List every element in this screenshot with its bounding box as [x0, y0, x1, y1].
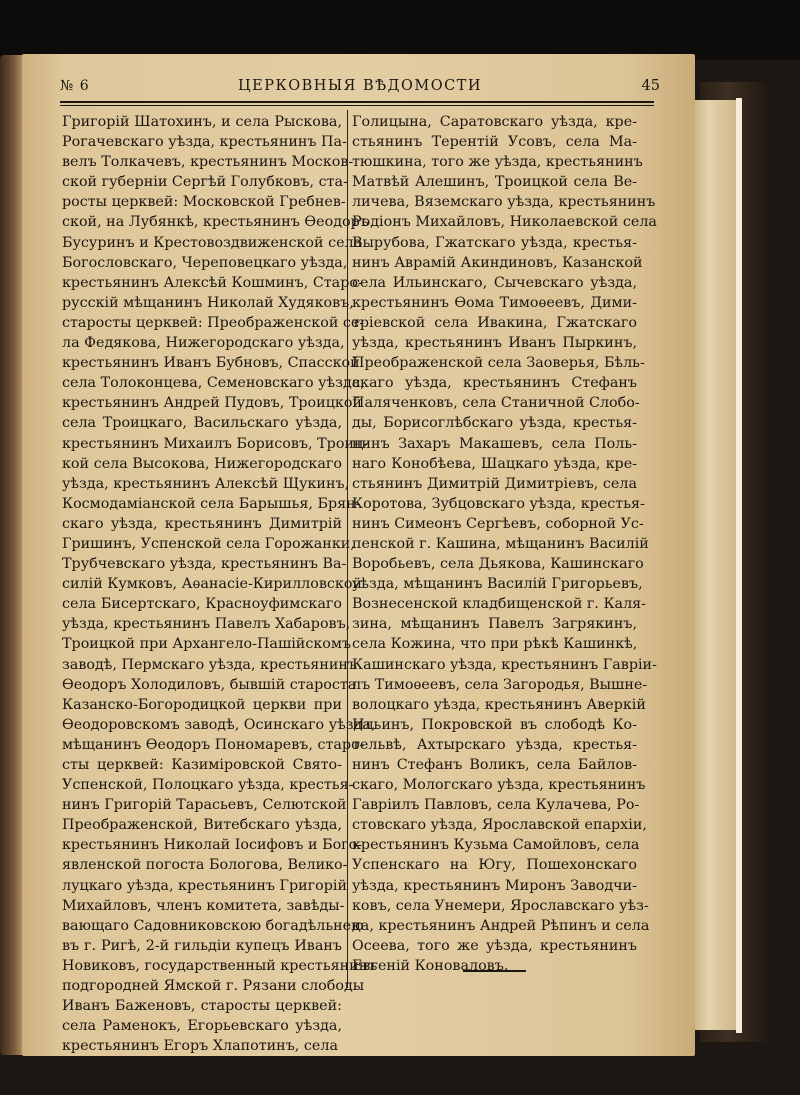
text-line: Успенской, Полоцкаго уѣзда, крестья-: [62, 777, 354, 794]
text-line: села Бисертскаго, Красноуфимскаго: [62, 596, 342, 613]
text-line: ковъ, села Унемери, Ярославскаго уѣз-: [352, 897, 649, 914]
text-line: стовскаго уѣзда, Ярославской епархіи,: [352, 817, 647, 834]
text-line: Родіонъ Михайловъ, Николаевской села: [352, 214, 657, 231]
text-line: Успенскаго на Югу, Пошехонскаго: [352, 857, 637, 874]
left-text-column: [62, 112, 378, 1056]
text-line: села Троицкаго, Васильскаго уѣзда,: [62, 415, 342, 432]
text-line: Новиковъ, государственный крестьянинъ: [62, 957, 378, 974]
text-line: нинъ Захаръ Макашевъ, села Поль-: [352, 435, 637, 452]
text-line: крестьянинъ Егоръ Хлапотинъ, села: [62, 1038, 338, 1055]
text-line: Вырубова, Гжатскаго уѣзда, крестья-: [352, 234, 637, 251]
text-line: крестьянинъ Ѳома Тимоѳеевъ, Дими-: [352, 294, 637, 311]
text-line: Паляченковъ, села Станичной Слобо-: [352, 395, 640, 412]
text-line: явленской погоста Бологова, Велико-: [62, 857, 348, 874]
text-line: Рогачевскаго уѣзда, крестьянинъ Па-: [62, 134, 347, 151]
text-line: заводѣ, Пермскаго уѣзда, крестьянинъ: [62, 656, 357, 673]
text-line: лъ Тимоѳеевъ, села Загородья, Вышне-: [352, 676, 648, 693]
text-line: Голицына, Саратовскаго уѣзда, кре-: [352, 114, 637, 130]
text-line: уѣзда, мѣщанинъ Василій Григорьевъ,: [352, 576, 643, 593]
text-line: личева, Вяземскаго уѣзда, крестьянинъ: [352, 194, 656, 211]
header-rule: [60, 101, 654, 103]
text-line: мѣщанинъ Ѳеодоръ Пономаревъ, старо-: [62, 736, 365, 753]
text-line: въ г. Ригѣ, 2-й гильдіи купецъ Иванъ: [62, 937, 342, 954]
text-line: нинъ Симеонъ Сергѣевъ, соборной Ус-: [352, 515, 644, 532]
text-line: крестьянинъ Михаилъ Борисовъ, Троиц-: [62, 435, 368, 452]
text-line: уѣзда, крестьянинъ Павелъ Хабаровъ,: [62, 616, 351, 633]
text-line: села Толоконцева, Семеновскаго уѣзда,: [62, 375, 365, 392]
text-line: крестьянинъ Алексѣй Кошминъ, Старо-: [62, 274, 363, 291]
text-line: села Кожина, что при рѣкѣ Кашинкѣ,: [352, 636, 638, 653]
text-line: да, крестьянинъ Андрей Рѣпинъ и села: [352, 917, 650, 934]
text-line: ла Федякова, Нижегородскаго уѣзда,: [62, 335, 345, 352]
text-line: крестьянинъ Андрей Пудовъ, Троицкой: [62, 395, 362, 412]
text-line: Григорій Шатохинъ, и села Рыскова,: [62, 114, 342, 130]
text-line: кой села Высокова, Нижегородскаго: [62, 455, 342, 472]
text-line: Ильинъ, Покровской въ слободѣ Ко-: [352, 716, 637, 733]
text-line: волоцкаго уѣзда, крестьянинъ Аверкій: [352, 696, 646, 713]
journal-title: ЦЕРКОВНЫЯ ВѢДОМОСТИ: [237, 78, 482, 94]
text-line: ды, Борисоглѣбскаго уѣзда, крестья-: [352, 415, 637, 432]
text-line: старосты церквей: Преображенской се-: [62, 314, 365, 331]
text-line: Вознесенской кладбищенской г. Каля-: [352, 596, 647, 613]
text-line: скаго уѣзда, крестьянинъ Димитрій: [62, 515, 342, 532]
text-line: тельвѣ, Ахтырскаго уѣзда, крестья-: [352, 736, 637, 753]
text-line: тріевской села Ивакина, Гжатскаго: [352, 314, 637, 331]
text-line: пенской г. Кашина, мѣщанинъ Василій: [352, 535, 649, 552]
text-line: Гавріилъ Павловъ, села Кулачева, Ро-: [352, 797, 640, 814]
text-line: уѣзда, крестьянинъ Миронъ Заводчи-: [352, 877, 637, 894]
issue-number: № 6: [60, 78, 90, 94]
dark-background: [0, 0, 800, 60]
text-line: вающаго Садовниковскою богадѣльнею: [62, 917, 364, 934]
text-line: Ѳеодоровскомъ заводѣ, Осинскаго уѣзда,: [62, 716, 376, 733]
text-line: сты церквей: Казиміровской Свято-: [62, 757, 342, 773]
text-line: луцкаго уѣзда, крестьянинъ Григорій: [62, 877, 348, 894]
text-line: нинъ Стефанъ Воликъ, села Байлов-: [352, 757, 637, 773]
right-text-column: [352, 112, 657, 976]
text-line: крестьянинъ Кузьма Самойловъ, села: [352, 837, 640, 854]
text-line: Бусуринъ и Крестовоздвиженской села: [62, 234, 363, 251]
text-line: зина, мѣщанинъ Павелъ Загрякинъ,: [352, 616, 637, 633]
text-line: росты церквей: Московской Гребнев-: [62, 194, 346, 211]
text-line: Кашинскаго уѣзда, крестьянинъ Гавріи-: [352, 656, 657, 673]
text-line: велъ Толкачевъ, крестьянинъ Москов-: [62, 154, 354, 171]
text-line: Матвѣй Алешинъ, Троицкой села Ве-: [352, 174, 637, 191]
text-line: уѣзда, крестьянинъ Иванъ Пыркинъ,: [352, 335, 637, 352]
header-rule-thin: [60, 105, 654, 106]
text-line: Михайловъ, членъ комитета, завѣды-: [62, 897, 345, 914]
running-header: [60, 78, 660, 98]
text-line: скаго уѣзда, крестьянинъ Стефанъ: [352, 375, 637, 392]
text-line: Воробьевъ, села Дьякова, Кашинскаго: [352, 556, 644, 573]
text-line: Преображенской села Заоверья, Бѣль-: [352, 355, 645, 372]
text-line: тюшкина, того же уѣзда, крестьянинъ: [352, 154, 643, 171]
text-line: села Ильинскаго, Сычевскаго уѣзда,: [352, 274, 637, 291]
text-line: Богословскаго, Череповецкаго уѣзда,: [62, 254, 348, 271]
text-line: стьянинъ Димитрій Димитріевъ, села: [352, 475, 637, 492]
text-line: Гришинъ, Успенской села Горожанки,: [62, 535, 355, 552]
text-line: Троицкой при Архангело-Пашійскомъ: [62, 636, 352, 653]
text-line: скаго, Мологскаго уѣзда, крестьянинъ: [352, 777, 646, 794]
text-line: Евгеній Коноваловъ.: [352, 957, 509, 974]
text-line: нинъ Григорій Тарасьевъ, Селютской: [62, 797, 347, 814]
text-line: силій Кумковъ, Аѳанасіе-Кирилловской: [62, 576, 362, 593]
page-number: 45: [641, 78, 660, 94]
text-line: крестьянинъ Иванъ Бубновъ, Спасской: [62, 355, 360, 372]
text-line: Космодаміанской села Барышья, Брян-: [62, 495, 361, 512]
text-line: Коротова, Зубцовскаго уѣзда, крестья-: [352, 495, 645, 512]
text-line: Казанско-Богородицкой церкви при: [62, 696, 342, 713]
text-line: русскій мѣщанинъ Николай Худяковъ,: [62, 294, 354, 311]
paper-edge-highlight: [736, 98, 742, 1033]
text-line: Осеева, того же уѣзда, крестьянинъ: [352, 937, 637, 954]
text-line: ской, на Лубянкѣ, крестьянинъ Ѳеодоръ: [62, 214, 369, 231]
text-line: нинъ Аврамій Акиндиновъ, Казанской: [352, 254, 643, 271]
text-line: Трубчевскаго уѣзда, крестьянинъ Ва-: [62, 556, 347, 573]
text-line: Ѳеодоръ Холодиловъ, бывшій староста: [62, 676, 357, 693]
section-end-rule: [463, 970, 526, 972]
text-line: уѣзда, крестьянинъ Алексѣй Щукинъ,: [62, 475, 350, 492]
text-line: наго Конобѣева, Шацкаго уѣзда, кре-: [352, 455, 637, 472]
text-line: Иванъ Баженовъ, старосты церквей:: [62, 998, 342, 1015]
text-line: Преображенской, Витебскаго уѣзда,: [62, 817, 342, 834]
text-line: ской губерніи Сергѣй Голубковъ, ста-: [62, 174, 348, 191]
text-line: села Раменокъ, Егорьевскаго уѣзда,: [62, 1018, 342, 1035]
document-page: [22, 54, 695, 1056]
text-line: стьянинъ Терентій Усовъ, села Ма-: [352, 134, 637, 151]
text-line: крестьянинъ Николай Іосифовъ и Бого-: [62, 837, 363, 854]
text-line: подгородней Ямской г. Рязани слободы: [62, 978, 365, 995]
underlying-page-edge: [690, 100, 738, 1030]
